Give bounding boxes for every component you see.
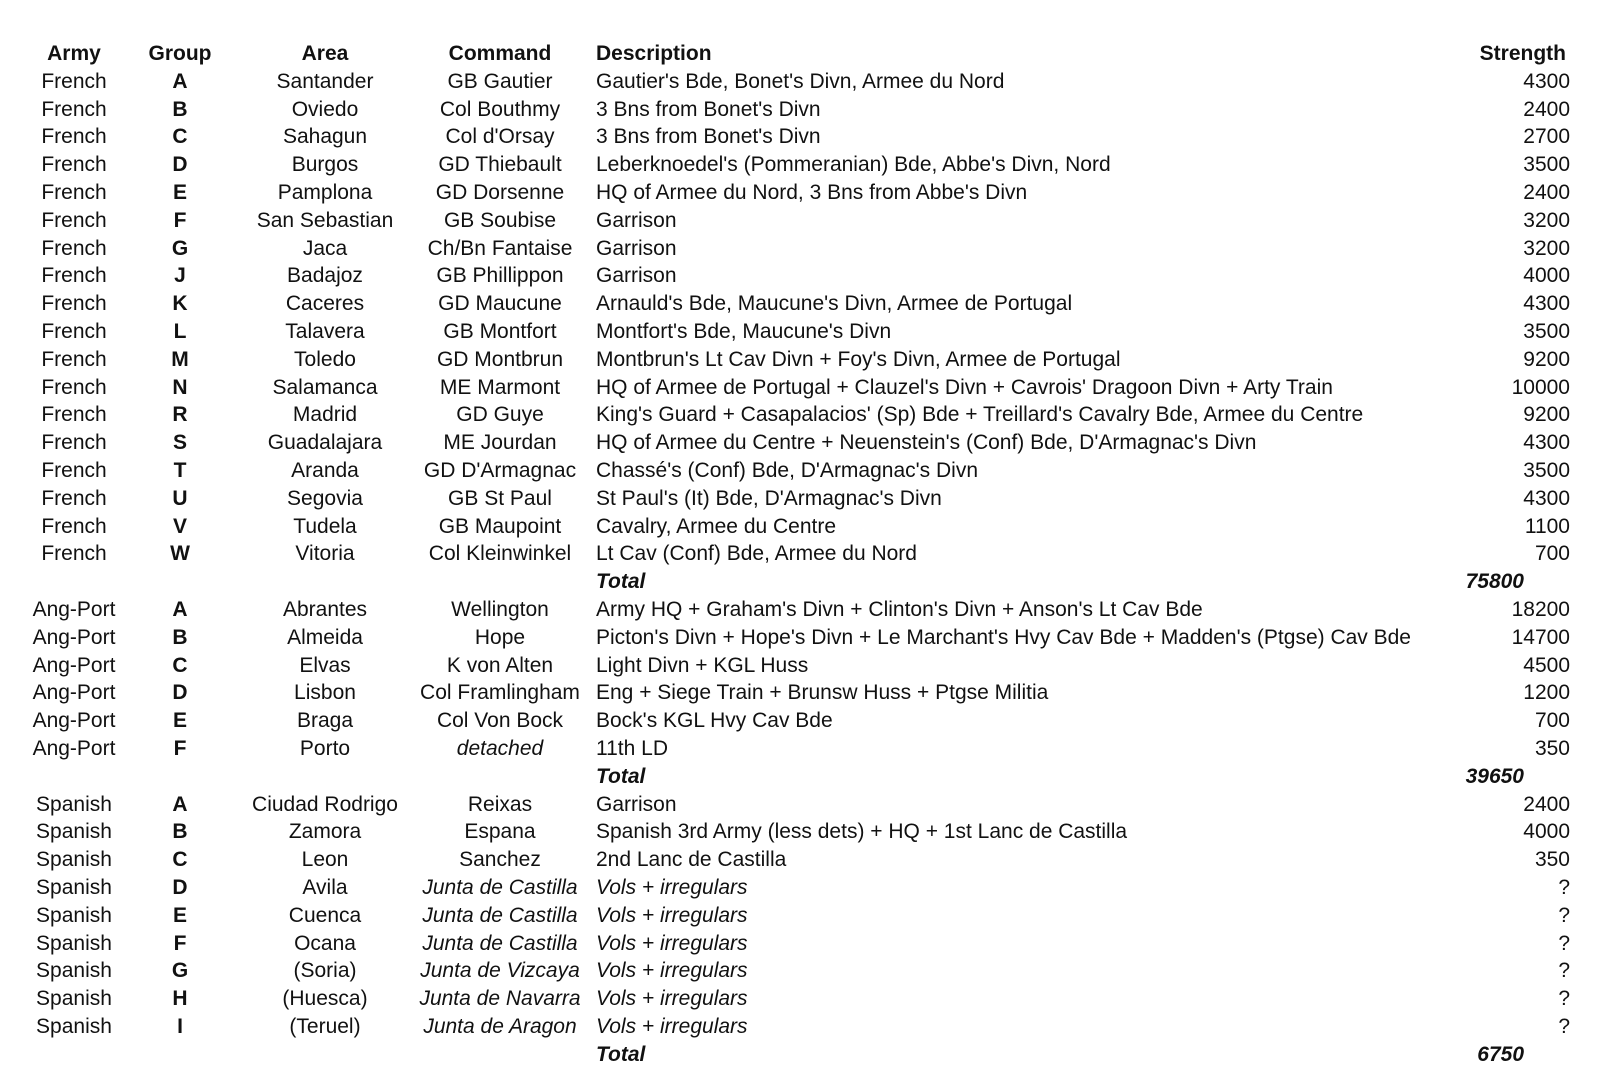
header-group: Group bbox=[148, 42, 212, 65]
cell-description: Vols + irregulars bbox=[596, 1014, 748, 1038]
cell-strength: 2700 bbox=[1523, 125, 1570, 149]
cell-description: Arnauld's Bde, Maucune's Divn, Armee de Portugal bbox=[596, 292, 1073, 316]
cell-command: Col d'Orsay bbox=[445, 125, 555, 149]
cell-strength: 3200 bbox=[1523, 208, 1570, 232]
table-row bbox=[0, 818, 1600, 846]
cell-strength: 3500 bbox=[1523, 153, 1570, 177]
cell-area: Zamora bbox=[288, 820, 362, 844]
cell-group: C bbox=[172, 653, 188, 677]
cell-group: U bbox=[172, 486, 188, 510]
cell-area: Guadalajara bbox=[267, 431, 383, 455]
cell-group: A bbox=[172, 69, 188, 93]
cell-strength: 1200 bbox=[1523, 681, 1570, 705]
cell-command: Hope bbox=[474, 625, 526, 649]
cell-group: D bbox=[172, 681, 188, 705]
cell-group: D bbox=[172, 875, 188, 899]
table-row bbox=[0, 151, 1600, 179]
cell-area: Jaca bbox=[302, 236, 348, 260]
cell-command: Junta de Navarra bbox=[419, 987, 581, 1011]
table-row bbox=[0, 513, 1600, 541]
table-row bbox=[0, 596, 1600, 624]
total-value: 6750 bbox=[1477, 1042, 1524, 1066]
table-row bbox=[0, 874, 1600, 902]
cell-command: GD Montbrun bbox=[436, 347, 564, 371]
cell-strength: 9200 bbox=[1523, 403, 1570, 427]
table-row bbox=[0, 429, 1600, 457]
cell-command: detached bbox=[456, 736, 544, 760]
cell-strength: 4300 bbox=[1523, 486, 1570, 510]
cell-strength: 14700 bbox=[1511, 625, 1570, 649]
cell-description: 3 Bns from Bonet's Divn bbox=[596, 97, 821, 121]
header-strength: Strength bbox=[1479, 42, 1566, 65]
cell-group: K bbox=[172, 292, 188, 316]
table-row bbox=[0, 179, 1600, 207]
cell-group: B bbox=[172, 97, 188, 121]
cell-strength: 4500 bbox=[1523, 653, 1570, 677]
cell-description: Vols + irregulars bbox=[596, 931, 748, 955]
cell-group: V bbox=[172, 514, 187, 538]
angport-total-row bbox=[0, 763, 1600, 791]
cell-area: Caceres bbox=[285, 292, 365, 316]
cell-strength: 2400 bbox=[1523, 97, 1570, 121]
cell-group: C bbox=[172, 848, 188, 872]
cell-area: Abrantes bbox=[282, 597, 368, 621]
cell-group: E bbox=[172, 903, 187, 927]
cell-area: Lisbon bbox=[294, 681, 356, 705]
cell-group: N bbox=[172, 375, 188, 399]
table-row bbox=[0, 262, 1600, 290]
cell-army: French bbox=[41, 458, 107, 482]
cell-army: Ang-Port bbox=[32, 736, 116, 760]
cell-area: Elvas bbox=[299, 653, 351, 677]
cell-army: French bbox=[41, 514, 107, 538]
cell-army: French bbox=[41, 153, 107, 177]
total-label: Total bbox=[596, 764, 646, 788]
cell-description: Picton's Divn + Hope's Divn + Le Marchant's Hvy Cav Bde + Madden's (Ptgse) Cav Bde bbox=[596, 625, 1411, 649]
cell-strength: 350 bbox=[1534, 736, 1570, 760]
spanish-total-row bbox=[0, 1041, 1600, 1069]
cell-army: French bbox=[41, 292, 107, 316]
cell-strength: ? bbox=[1558, 987, 1570, 1011]
table-row bbox=[0, 457, 1600, 485]
cell-group: D bbox=[172, 153, 188, 177]
cell-area: Cuenca bbox=[288, 903, 362, 927]
total-label: Total bbox=[596, 570, 646, 594]
cell-strength: 4300 bbox=[1523, 431, 1570, 455]
cell-army: French bbox=[41, 486, 107, 510]
header-area: Area bbox=[301, 42, 349, 65]
table-row bbox=[0, 652, 1600, 680]
table-row bbox=[0, 207, 1600, 235]
cell-group: T bbox=[173, 458, 187, 482]
table-row bbox=[0, 985, 1600, 1013]
cell-description: Garrison bbox=[596, 792, 677, 816]
cell-area: Braga bbox=[296, 709, 354, 733]
total-label: Total bbox=[596, 1042, 646, 1066]
cell-army: French bbox=[41, 403, 107, 427]
cell-group: B bbox=[172, 625, 188, 649]
cell-area: Segovia bbox=[287, 486, 363, 510]
cell-strength: 10000 bbox=[1511, 375, 1570, 399]
cell-army: Ang-Port bbox=[32, 681, 116, 705]
cell-army: Spanish bbox=[36, 987, 112, 1011]
cell-description: Vols + irregulars bbox=[596, 987, 748, 1011]
cell-army: French bbox=[41, 431, 107, 455]
cell-description: Garrison bbox=[596, 264, 677, 288]
cell-army: French bbox=[41, 347, 107, 371]
cell-strength: ? bbox=[1558, 1014, 1570, 1038]
cell-area: Avila bbox=[302, 875, 348, 899]
cell-army: Spanish bbox=[36, 820, 112, 844]
cell-area: (Teruel) bbox=[289, 1014, 361, 1038]
table-row bbox=[0, 235, 1600, 263]
table-row bbox=[0, 68, 1600, 96]
cell-army: French bbox=[41, 319, 107, 343]
cell-description: Eng + Siege Train + Brunsw Huss + Ptgse Militia bbox=[596, 681, 1049, 705]
cell-area: Toledo bbox=[294, 347, 356, 371]
cell-command: Junta de Castilla bbox=[422, 903, 578, 927]
french-total-row bbox=[0, 568, 1600, 596]
cell-group: E bbox=[172, 709, 187, 733]
cell-strength: 700 bbox=[1534, 542, 1570, 566]
table-row bbox=[0, 791, 1600, 819]
cell-group: J bbox=[174, 264, 186, 288]
cell-command: GB Phillippon bbox=[436, 264, 564, 288]
cell-group: F bbox=[173, 931, 187, 955]
cell-command: ME Jourdan bbox=[443, 431, 557, 455]
cell-strength: 3200 bbox=[1523, 236, 1570, 260]
cell-description: Garrison bbox=[596, 236, 677, 260]
cell-description: Bock's KGL Hvy Cav Bde bbox=[596, 709, 833, 733]
cell-area: San Sebastian bbox=[256, 208, 394, 232]
cell-army: Ang-Port bbox=[32, 625, 116, 649]
cell-description: Vols + irregulars bbox=[596, 875, 748, 899]
cell-command: GD Dorsenne bbox=[435, 180, 565, 204]
table-row bbox=[0, 930, 1600, 958]
cell-description: Gautier's Bde, Bonet's Divn, Armee du Nord bbox=[596, 69, 1005, 93]
cell-strength: ? bbox=[1558, 875, 1570, 899]
cell-group: E bbox=[172, 180, 187, 204]
order-of-battle-table bbox=[0, 40, 1600, 1068]
cell-description: Vols + irregulars bbox=[596, 903, 748, 927]
cell-area: Ocana bbox=[294, 931, 356, 955]
cell-strength: 4300 bbox=[1523, 69, 1570, 93]
cell-command: Col Von Bock bbox=[436, 709, 564, 733]
cell-group: I bbox=[177, 1014, 183, 1038]
cell-command: GD Thiebault bbox=[438, 153, 562, 177]
cell-command: GB Maupoint bbox=[438, 514, 562, 538]
cell-description: Vols + irregulars bbox=[596, 959, 748, 983]
table-row bbox=[0, 540, 1600, 568]
cell-description: HQ of Armee de Portugal + Clauzel's Divn + Cavrois' Dragoon Divn + Arty Train bbox=[596, 375, 1333, 399]
cell-description: HQ of Armee du Nord, 3 Bns from Abbe's Divn bbox=[596, 180, 1028, 204]
cell-description: Montfort's Bde, Maucune's Divn bbox=[596, 319, 892, 343]
cell-description: 2nd Lanc de Castilla bbox=[596, 848, 787, 872]
cell-command: Wellington bbox=[451, 597, 549, 621]
cell-army: French bbox=[41, 208, 107, 232]
header-army: Army bbox=[47, 42, 101, 65]
cell-strength: 350 bbox=[1534, 848, 1570, 872]
header-command: Command bbox=[448, 42, 552, 65]
cell-army: Spanish bbox=[36, 959, 112, 983]
cell-army: French bbox=[41, 264, 107, 288]
header-row bbox=[0, 40, 1600, 68]
table-row bbox=[0, 735, 1600, 763]
cell-army: French bbox=[41, 236, 107, 260]
cell-description: 3 Bns from Bonet's Divn bbox=[596, 125, 821, 149]
cell-strength: 18200 bbox=[1511, 597, 1570, 621]
cell-command: Col Framlingham bbox=[420, 681, 580, 705]
cell-command: K von Alten bbox=[446, 653, 554, 677]
cell-command: Col Kleinwinkel bbox=[428, 542, 572, 566]
cell-area: Oviedo bbox=[291, 97, 359, 121]
cell-area: Santander bbox=[276, 69, 374, 93]
cell-area: Badajoz bbox=[287, 264, 363, 288]
cell-description: Garrison bbox=[596, 208, 677, 232]
cell-description: Chassé's (Conf) Bde, D'Armagnac's Divn bbox=[596, 458, 978, 482]
cell-army: Spanish bbox=[36, 875, 112, 899]
cell-army: Spanish bbox=[36, 792, 112, 816]
table-row bbox=[0, 485, 1600, 513]
cell-area: Sahagun bbox=[282, 125, 368, 149]
cell-command: GB St Paul bbox=[448, 486, 552, 510]
cell-description: Montbrun's Lt Cav Divn + Foy's Divn, Armee de Portugal bbox=[596, 347, 1121, 371]
total-value: 75800 bbox=[1465, 570, 1524, 594]
cell-command: ME Marmont bbox=[439, 375, 561, 399]
cell-command: GD D'Armagnac bbox=[423, 458, 577, 482]
cell-command: Sanchez bbox=[459, 848, 541, 872]
cell-army: Spanish bbox=[36, 903, 112, 927]
cell-description: Army HQ + Graham's Divn + Clinton's Divn + Anson's Lt Cav Bde bbox=[596, 597, 1203, 621]
table-row bbox=[0, 290, 1600, 318]
cell-strength: ? bbox=[1558, 959, 1570, 983]
table-row bbox=[0, 123, 1600, 151]
cell-description: Lt Cav (Conf) Bde, Armee du Nord bbox=[596, 542, 917, 566]
cell-strength: 4300 bbox=[1523, 292, 1570, 316]
cell-area: Almeida bbox=[287, 625, 363, 649]
cell-description: St Paul's (It) Bde, D'Armagnac's Divn bbox=[596, 486, 942, 510]
table-row bbox=[0, 1013, 1600, 1041]
cell-area: Tudela bbox=[293, 514, 357, 538]
cell-army: Ang-Port bbox=[32, 597, 116, 621]
cell-command: Junta de Castilla bbox=[422, 875, 578, 899]
cell-description: 11th LD bbox=[596, 736, 668, 760]
cell-description: HQ of Armee du Centre + Neuenstein's (Conf) Bde, D'Armagnac's Divn bbox=[596, 431, 1257, 455]
cell-group: M bbox=[171, 347, 189, 371]
cell-strength: 2400 bbox=[1523, 792, 1570, 816]
cell-area: Talavera bbox=[285, 319, 365, 343]
cell-army: French bbox=[41, 125, 107, 149]
cell-command: GB Montfort bbox=[443, 319, 557, 343]
table-row bbox=[0, 401, 1600, 429]
cell-command: GD Guye bbox=[456, 403, 544, 427]
cell-area: Burgos bbox=[291, 153, 359, 177]
cell-area: (Huesca) bbox=[282, 987, 368, 1011]
cell-area: (Soria) bbox=[293, 959, 357, 983]
table-row bbox=[0, 96, 1600, 124]
table-row bbox=[0, 902, 1600, 930]
cell-area: Porto bbox=[299, 736, 351, 760]
cell-strength: 3500 bbox=[1523, 319, 1570, 343]
table-row bbox=[0, 374, 1600, 402]
cell-strength: 1100 bbox=[1524, 514, 1570, 538]
cell-command: Ch/Bn Fantaise bbox=[427, 236, 573, 260]
cell-army: Ang-Port bbox=[32, 709, 116, 733]
table-row bbox=[0, 679, 1600, 707]
cell-command: GB Soubise bbox=[443, 208, 557, 232]
cell-area: Ciudad Rodrigo bbox=[252, 792, 398, 816]
cell-description: King's Guard + Casapalacios' (Sp) Bde + Treillard's Cavalry Bde, Armee du Centre bbox=[596, 403, 1364, 427]
cell-command: Espana bbox=[464, 820, 536, 844]
cell-group: B bbox=[172, 820, 188, 844]
cell-army: Spanish bbox=[36, 848, 112, 872]
header-description: Description bbox=[596, 42, 712, 65]
cell-area: Salamanca bbox=[272, 375, 378, 399]
cell-army: Spanish bbox=[36, 931, 112, 955]
cell-strength: 9200 bbox=[1523, 347, 1570, 371]
cell-strength: ? bbox=[1558, 903, 1570, 927]
cell-group: C bbox=[172, 125, 188, 149]
cell-strength: 3500 bbox=[1523, 458, 1570, 482]
cell-group: F bbox=[173, 208, 187, 232]
cell-group: R bbox=[172, 403, 188, 427]
cell-army: Spanish bbox=[36, 1014, 112, 1038]
cell-command: Junta de Aragon bbox=[423, 1014, 577, 1038]
table-row bbox=[0, 318, 1600, 346]
table-body bbox=[0, 68, 1600, 1069]
cell-army: Ang-Port bbox=[32, 653, 116, 677]
cell-army: French bbox=[41, 180, 107, 204]
table-row bbox=[0, 846, 1600, 874]
cell-description: Spanish 3rd Army (less dets) + HQ + 1st Lanc de Castilla bbox=[596, 820, 1128, 844]
cell-army: French bbox=[41, 542, 107, 566]
cell-strength: ? bbox=[1558, 931, 1570, 955]
cell-command: Reixas bbox=[467, 792, 533, 816]
cell-description: Cavalry, Armee du Centre bbox=[596, 514, 837, 538]
cell-command: GB Gautier bbox=[447, 69, 553, 93]
table-row bbox=[0, 346, 1600, 374]
cell-group: S bbox=[172, 431, 187, 455]
table-row bbox=[0, 707, 1600, 735]
cell-army: French bbox=[41, 97, 107, 121]
cell-army: French bbox=[41, 375, 107, 399]
cell-command: GD Maucune bbox=[438, 292, 562, 316]
cell-command: Junta de Vizcaya bbox=[420, 959, 580, 983]
cell-area: Madrid bbox=[292, 403, 358, 427]
cell-group: W bbox=[170, 542, 190, 566]
cell-group: G bbox=[171, 959, 189, 983]
cell-area: Aranda bbox=[291, 458, 359, 482]
cell-strength: 2400 bbox=[1523, 180, 1570, 204]
table-row bbox=[0, 624, 1600, 652]
cell-area: Pamplona bbox=[277, 180, 373, 204]
cell-army: French bbox=[41, 69, 107, 93]
cell-area: Leon bbox=[301, 848, 349, 872]
cell-description: Leberknoedel's (Pommeranian) Bde, Abbe's Divn, Nord bbox=[596, 153, 1111, 177]
cell-group: F bbox=[173, 736, 187, 760]
cell-strength: 4000 bbox=[1523, 820, 1570, 844]
cell-group: H bbox=[172, 987, 188, 1011]
cell-strength: 700 bbox=[1534, 709, 1570, 733]
cell-group: G bbox=[171, 236, 189, 260]
cell-group: A bbox=[172, 597, 188, 621]
cell-command: Junta de Castilla bbox=[422, 931, 578, 955]
cell-area: Vitoria bbox=[295, 542, 355, 566]
cell-command: Col Bouthmy bbox=[439, 97, 561, 121]
cell-strength: 4000 bbox=[1523, 264, 1570, 288]
cell-description: Light Divn + KGL Huss bbox=[596, 653, 809, 677]
total-value: 39650 bbox=[1465, 764, 1524, 788]
table-row bbox=[0, 957, 1600, 985]
cell-group: A bbox=[172, 792, 188, 816]
cell-group: L bbox=[173, 319, 187, 343]
